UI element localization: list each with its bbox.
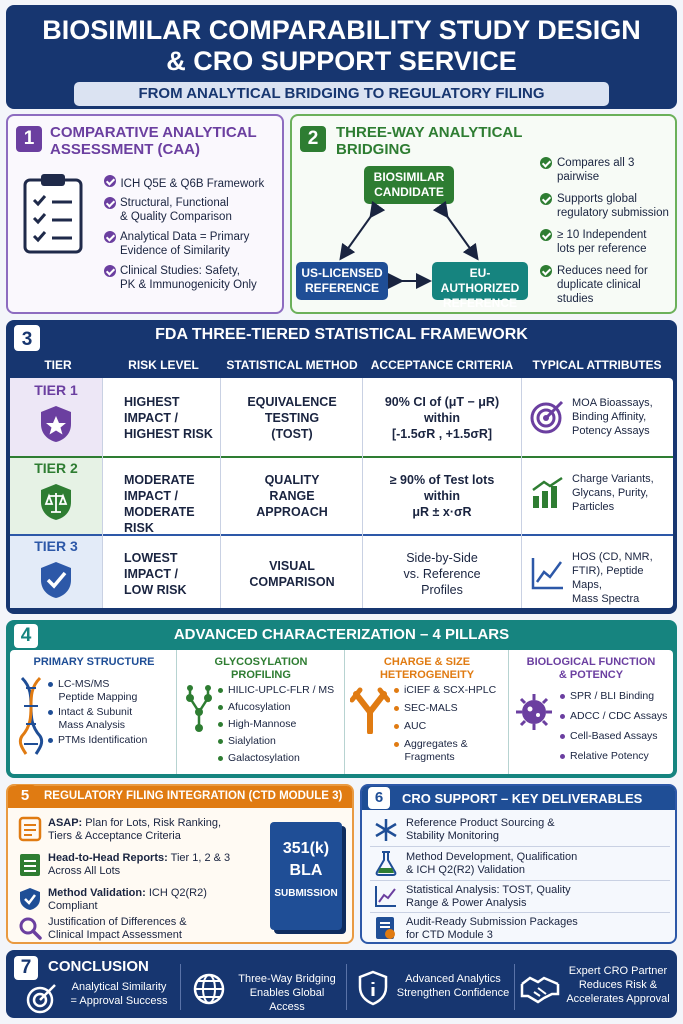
pillar-4-list (560, 690, 672, 770)
section-title: REGULATORY FILING INTEGRATION (CTD MODULE 3) (44, 790, 343, 802)
shield-star-icon (39, 404, 73, 444)
eu-reference-box: EU-AUTHORIZED REFERENCE (432, 262, 528, 300)
list-item: Analytical Data = Primary Evidence of Similarity (104, 230, 284, 264)
handshake-icon (520, 974, 560, 1004)
tier-2-risk: MODERATE IMPACT / MODERATE RISK (124, 473, 195, 535)
magnifier-icon (18, 916, 42, 942)
list-item: ICH Q5E & Q6B Framework (104, 174, 284, 196)
tier-1-criteria: 90% CI of (μT − μR) within [-1.5σR , +1.5σR] (384, 395, 500, 441)
section-regulatory-filing (6, 784, 354, 944)
dna-icon (18, 676, 44, 756)
col-header-method: STATISTICAL METHOD (226, 358, 358, 372)
list-item: Clinical Studies: Safety, PK & Immunogenicity Only (104, 264, 284, 298)
section-number: 7 (14, 956, 38, 980)
col-header-criteria: ACCEPTANCE CRITERIA (370, 358, 514, 372)
page-subtitle: FROM ANALYTICAL BRIDGING TO REGULATORY FILING (74, 82, 609, 106)
list-item: Cell-Based Assays (560, 730, 672, 750)
certified-document-icon (374, 915, 398, 941)
section-title: CONCLUSION (48, 958, 149, 975)
list-item: Reduces need for duplicate clinical studies (540, 264, 676, 308)
section-cro-support (360, 784, 677, 944)
col-header-risk: RISK LEVEL (128, 358, 199, 372)
tier-1-label: TIER 1 (34, 382, 78, 398)
section-number: 6 (368, 787, 390, 809)
target-arrow-icon (26, 982, 58, 1014)
list-item: Compares all 3 pairwise (540, 156, 676, 192)
bridging-arrows (292, 116, 532, 306)
list-item: Aggregates & Fragments (394, 738, 508, 766)
section-number: 3 (14, 325, 40, 351)
pillar-glycosylation-title: GLYCOSYLATION PROFILING (214, 656, 308, 681)
list-item: Structural, Functional & Quality Comparison (104, 196, 284, 230)
bar-chart-up-icon (530, 476, 566, 510)
target-icon (530, 398, 566, 434)
pillar-3-list (394, 684, 508, 766)
deliverable-statistical-analysis: Statistical Analysis: TOST, Quality Range & Power Analysis (406, 884, 571, 909)
virus-cell-icon (514, 692, 554, 732)
section-three-tier-framework (6, 320, 677, 614)
list-item: LC-MS/MS Peptide Mapping (48, 678, 174, 706)
section-title: CRO SUPPORT – KEY DELIVERABLES (402, 791, 643, 806)
list-item: ADCC / CDC Assays (560, 710, 672, 730)
page-title: BIOSIMILAR COMPARABILITY STUDY DESIGN & CRO SUPPORT SERVICE (42, 15, 641, 76)
tier-3-method: VISUAL COMPARISON (249, 559, 335, 589)
antibody-icon (350, 686, 390, 734)
list-item: Relative Potency (560, 750, 672, 770)
trend-chart-icon (374, 884, 398, 908)
list-item: HILIC-UPLC-FLR / MS (218, 684, 344, 701)
bridging-list (540, 156, 676, 308)
glycan-tree-icon (184, 684, 214, 734)
pillar-primary-structure-title: PRIMARY STRUCTURE (33, 656, 155, 668)
line-graph-icon (530, 556, 566, 590)
conclusion-item-bridging: Three-Way Bridging Enables Global Access (238, 973, 336, 1013)
section-number: 1 (16, 126, 42, 152)
flask-icon (374, 850, 398, 876)
section-conclusion (6, 950, 677, 1018)
snowflake-icon (374, 818, 398, 842)
list-item: iCIEF & SCX-HPLC (394, 684, 508, 702)
section-4-pillars (6, 620, 677, 778)
section-title: COMPARATIVE ANALYTICAL ASSESSMENT (CAA) (50, 124, 257, 158)
section-three-way-bridging (290, 114, 677, 314)
section-title: ADVANCED CHARACTERIZATION – 4 PILLARS (173, 626, 510, 643)
tier-3-label: TIER 3 (34, 538, 78, 554)
tier-3-risk: LOWEST IMPACT / LOW RISK (124, 551, 187, 597)
pillar-charge-size-title: CHARGE & SIZE HETEROGENEITY (379, 656, 475, 681)
tier-1-risk: HIGHEST IMPACT / HIGHEST RISK (124, 395, 213, 441)
list-item: ≥ 10 Independent lots per reference (540, 228, 676, 264)
list-item: SEC-MALS (394, 702, 508, 720)
tier-2-attributes: Charge Variants, Glycans, Purity, Particles (572, 473, 654, 513)
globe-icon (192, 972, 226, 1006)
tier-2-method: QUALITY RANGE APPROACH (256, 473, 328, 519)
checklist-doc-icon (18, 816, 42, 842)
conclusion-item-similarity: Analytical Similarity = Approval Success (70, 981, 168, 1007)
bla-submission-book: 351(k) BLA SUBMISSION (270, 822, 342, 930)
tier-2-label: TIER 2 (34, 460, 78, 476)
deliverable-audit-ready: Audit-Ready Submission Packages for CTD Module 3 (406, 916, 578, 941)
tier-3-criteria: Side-by-Side vs. Reference Profiles (403, 551, 481, 597)
shield-check-icon (39, 560, 73, 600)
filing-item-justification: Justification of Differences & Clinical Impact Assessment (48, 916, 187, 941)
shield-check-icon (18, 886, 42, 912)
section-number: 2 (300, 126, 326, 152)
list-item: SPR / BLI Binding (560, 690, 672, 710)
report-doc-icon (18, 852, 42, 878)
caa-list (104, 174, 284, 298)
pillar-1-list (48, 678, 174, 750)
filing-item-method-validation: Method Validation: ICH Q2(R2) Compliant (48, 887, 207, 912)
section-number: 4 (14, 624, 38, 648)
tier-1-method: EQUIVALENCE TESTING (TOST) (247, 395, 337, 441)
deliverable-method-development: Method Development, Qualification & ICH Q2(R2) Validation (406, 851, 578, 876)
pillar-2-list (218, 684, 344, 769)
list-item: AUC (394, 720, 508, 738)
shield-info-icon (358, 970, 388, 1006)
list-item: Supports global regulatory submission (540, 192, 676, 228)
section-title: THREE-WAY ANALYTICAL BRIDGING (336, 124, 523, 158)
conclusion-item-analytics: Advanced Analytics Strengthen Confidence (396, 973, 510, 999)
list-item: Sialylation (218, 735, 344, 752)
filing-item-asap: ASAP: Plan for Lots, Risk Ranking, Tiers & Acceptance Criteria (48, 817, 222, 842)
list-item: High-Mannose (218, 718, 344, 735)
list-item: Afucosylation (218, 701, 344, 718)
section-caa (6, 114, 284, 314)
tier-2-criteria: ≥ 90% of Test lots within μR ± x·σR (389, 473, 495, 519)
us-reference-box: US-LICENSED REFERENCE (296, 262, 388, 300)
list-item: PTMs Identification (48, 734, 174, 750)
pillar-biological-function-title: BIOLOGICAL FUNCTION & POTENCY (526, 656, 656, 681)
header-banner (6, 5, 677, 109)
section-title: FDA THREE-TIERED STATISTICAL FRAMEWORK (155, 326, 528, 343)
shield-scales-icon (39, 482, 73, 522)
col-header-attributes: TYPICAL ATTRIBUTES (532, 358, 662, 372)
section-number: 5 (14, 785, 36, 807)
list-item: Intact & Subunit Mass Analysis (48, 706, 174, 734)
tier-1-attributes: MOA Bioassays, Binding Affinity, Potency Assays (572, 397, 653, 437)
tier-3-attributes: HOS (CD, NMR, FTIR), Peptide Maps, Mass Spectra (572, 551, 653, 605)
biosimilar-candidate-box: BIOSIMILAR CANDIDATE (364, 166, 454, 204)
filing-item-head-to-head: Head-to-Head Reports: Tier 1, 2 & 3 Across All Lots (48, 852, 231, 877)
conclusion-item-cro-partner: Expert CRO Partner Reduces Risk & Accelerates Approval (566, 965, 670, 1005)
deliverable-reference-sourcing: Reference Product Sourcing & Stability Monitoring (406, 817, 555, 842)
clipboard-checklist-icon (22, 172, 84, 254)
list-item: Galactosylation (218, 752, 344, 769)
col-header-tier: TIER (44, 358, 72, 372)
